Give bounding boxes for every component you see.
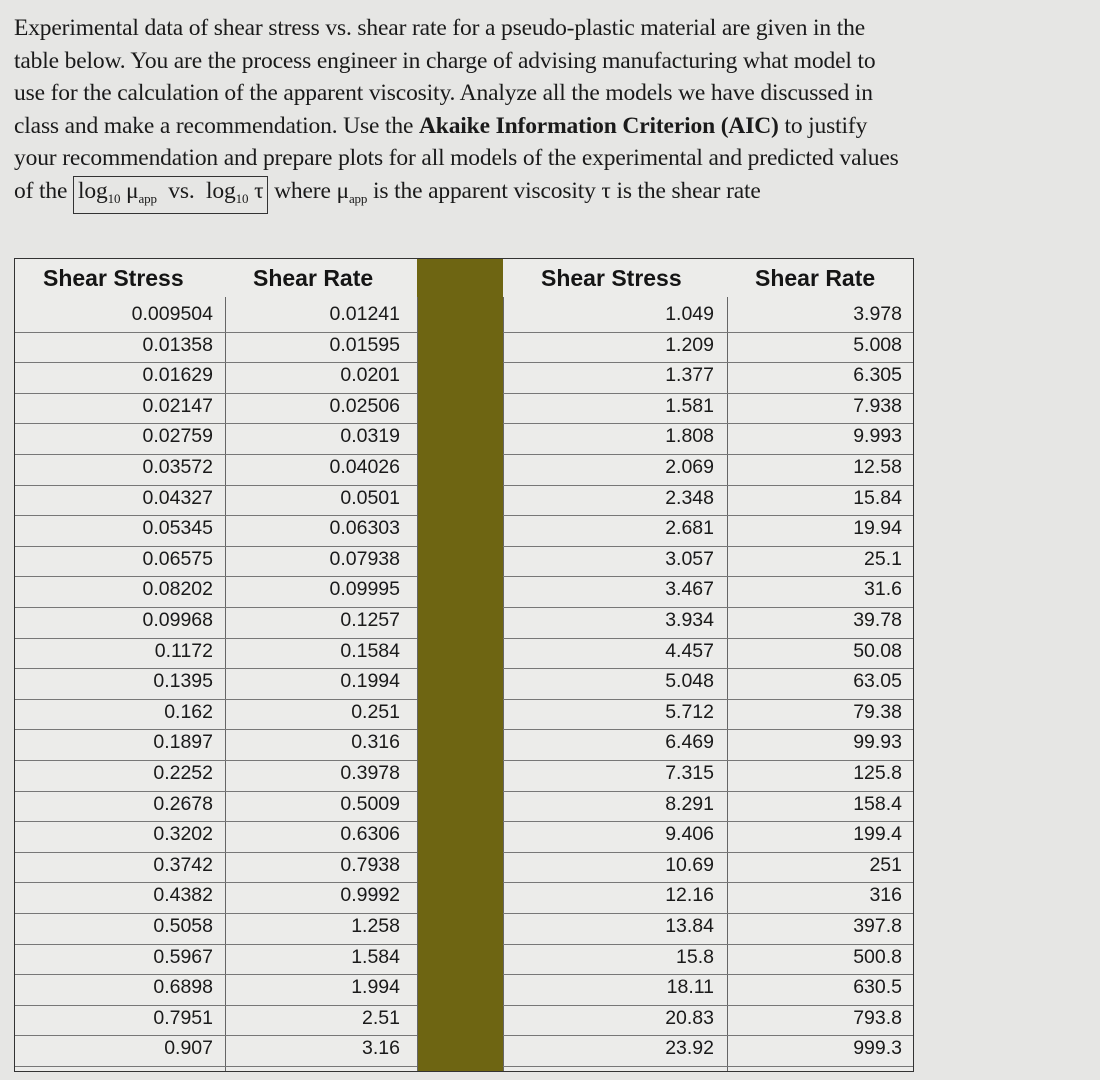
cell-shear-rate-right: 630.5 <box>853 976 902 999</box>
cell-shear-rate-left: 0.0501 <box>340 486 400 509</box>
grid-hline <box>503 454 913 455</box>
cell-shear-stress-right: 20.83 <box>665 1006 714 1029</box>
cell-shear-rate-right: 125.8 <box>853 762 902 784</box>
grid-hline <box>503 1035 913 1036</box>
grid-hline <box>503 852 913 853</box>
cell-shear-rate-left: 1.258 <box>351 915 400 937</box>
cell-shear-stress-left: 0.02147 <box>142 394 213 417</box>
grid-hline <box>15 638 417 639</box>
expr-sub-10b: 10 <box>235 190 249 206</box>
cell-shear-rate-left: 0.02506 <box>329 394 400 417</box>
cell-shear-stress-right: 3.467 <box>665 578 714 601</box>
grid-hline <box>503 1005 913 1006</box>
grid-hline <box>503 1066 913 1067</box>
grid-hline <box>15 362 417 363</box>
cell-shear-rate-right: 397.8 <box>853 915 902 937</box>
cell-shear-stress-right: 10.69 <box>665 853 714 876</box>
cell-shear-rate-right: 500.8 <box>853 945 902 968</box>
cell-shear-rate-right: 3.978 <box>853 303 902 325</box>
grid-hline <box>15 393 417 394</box>
grid-hline <box>15 882 417 883</box>
cell-shear-rate-right: 251 <box>869 853 902 876</box>
expr-tau: τ <box>254 177 264 204</box>
cell-shear-stress-right: 1.209 <box>665 333 714 356</box>
cell-shear-rate-right: 6.305 <box>853 364 902 387</box>
cell-shear-stress-left: 0.3202 <box>153 823 213 846</box>
grid-hline <box>15 607 417 608</box>
table-divider-band <box>417 259 503 1071</box>
cell-shear-rate-left: 0.1257 <box>340 609 400 631</box>
grid-hline <box>503 668 913 669</box>
cell-shear-rate-right: 15.84 <box>853 486 902 509</box>
grid-hline <box>503 913 913 914</box>
cell-shear-stress-left: 0.05345 <box>142 517 213 540</box>
cell-shear-stress-right: 6.469 <box>665 731 714 754</box>
cell-shear-rate-left: 0.0201 <box>340 364 400 387</box>
cell-shear-rate-right: 19.94 <box>853 517 902 540</box>
cell-shear-stress-right: 1.581 <box>665 394 714 417</box>
expr-vs: vs. <box>168 177 195 204</box>
expr-log: log <box>78 177 108 204</box>
grid-vline <box>727 297 728 1071</box>
cell-shear-rate-right: 39.78 <box>853 609 902 631</box>
cell-shear-stress-right: 9.406 <box>665 823 714 846</box>
cell-shear-stress-right: 18.11 <box>666 976 714 999</box>
prompt-line-2: table below. You are the process engineer in charge of advising manufacturing what model to <box>14 47 876 74</box>
cell-shear-stress-left: 0.06575 <box>142 547 213 570</box>
grid-hline <box>15 668 417 669</box>
grid-hline <box>15 729 417 730</box>
cell-shear-stress-right: 15.8 <box>676 945 714 968</box>
cell-shear-rate-left: 0.06303 <box>329 517 400 540</box>
cell-shear-rate-right: 12.58 <box>853 456 902 478</box>
cell-shear-stress-left: 0.03572 <box>142 456 213 478</box>
expr-mu: μ <box>126 177 139 204</box>
cell-shear-stress-left: 0.01358 <box>142 333 213 356</box>
header-shear-stress-right: Shear Stress <box>541 265 682 291</box>
cell-shear-stress-left: 0.02759 <box>142 425 213 448</box>
grid-hline <box>15 485 417 486</box>
cell-shear-stress-left: 0.04327 <box>142 486 213 509</box>
grid-hline <box>15 821 417 822</box>
grid-hline <box>15 1005 417 1006</box>
cell-shear-rate-left: 0.01595 <box>329 333 400 356</box>
cell-shear-stress-right: 4.457 <box>665 639 714 662</box>
cell-shear-rate-left: 3.16 <box>362 1037 400 1060</box>
cell-shear-rate-right: 50.08 <box>853 639 902 662</box>
grid-hline <box>503 791 913 792</box>
cell-shear-rate-right: 5.008 <box>853 333 902 356</box>
header-shear-rate-left: Shear Rate <box>253 265 374 291</box>
grid-hline <box>503 393 913 394</box>
cell-shear-stress-left: 0.1172 <box>154 639 213 662</box>
cell-shear-stress-right: 2.681 <box>665 517 714 540</box>
grid-vline <box>225 297 226 1071</box>
cell-shear-stress-left: 0.6898 <box>153 976 213 999</box>
prompt-line-4c: to justify <box>778 112 868 139</box>
cell-shear-rate-right: 793.8 <box>853 1006 902 1029</box>
grid-hline <box>15 974 417 975</box>
grid-hline <box>503 760 913 761</box>
cell-shear-rate-left: 0.251 <box>351 700 400 723</box>
grid-hline <box>15 576 417 577</box>
grid-hline <box>503 362 913 363</box>
cell-shear-stress-right: 7.315 <box>665 762 714 784</box>
grid-hline <box>503 515 913 516</box>
cell-shear-rate-left: 0.6306 <box>340 823 400 846</box>
cell-shear-rate-right: 7.938 <box>853 394 902 417</box>
cell-shear-rate-left: 0.9992 <box>340 884 400 907</box>
grid-hline <box>503 638 913 639</box>
grid-hline <box>15 699 417 700</box>
cell-shear-rate-left: 0.09995 <box>329 578 400 601</box>
expr-app: app <box>138 190 157 206</box>
cell-shear-stress-right: 3.934 <box>665 609 714 631</box>
grid-hline <box>15 1035 417 1036</box>
grid-hline <box>503 423 913 424</box>
cell-shear-rate-left: 2.51 <box>362 1006 400 1029</box>
cell-shear-rate-left: 1.584 <box>351 945 400 968</box>
cell-shear-stress-left: 0.01629 <box>142 364 213 387</box>
expr-log-2: log <box>206 177 236 204</box>
grid-hline <box>15 913 417 914</box>
cell-shear-rate-right: 99.93 <box>853 731 902 754</box>
cell-shear-rate-right: 79.38 <box>853 700 902 723</box>
cell-shear-rate-left: 0.1584 <box>340 639 400 662</box>
grid-hline <box>503 546 913 547</box>
cell-shear-rate-left: 1.994 <box>351 976 400 999</box>
cell-shear-stress-left: 0.907 <box>164 1037 213 1060</box>
grid-hline <box>15 332 417 333</box>
cell-shear-stress-left: 0.09968 <box>142 609 213 631</box>
prompt-line-5: your recommendation and prepare plots for all models of the experimental and predicted values <box>14 145 899 171</box>
cell-shear-rate-left: 0.01241 <box>329 303 400 325</box>
cell-shear-stress-left: 0.5058 <box>153 915 213 937</box>
cell-shear-stress-left: 0.162 <box>164 700 213 723</box>
cell-shear-rate-right: 316 <box>869 884 902 907</box>
prompt-line-4a: class and make a recommendation. Use the <box>14 112 419 139</box>
cell-shear-stress-right: 3.057 <box>665 547 714 570</box>
cell-shear-stress-right: 5.048 <box>665 670 714 693</box>
cell-shear-rate-left: 0.07938 <box>329 547 400 570</box>
cell-shear-rate-left: 0.3978 <box>340 762 400 784</box>
prompt-line-6b: where μ <box>268 177 349 204</box>
cell-shear-stress-left: 0.1897 <box>153 731 213 754</box>
cell-shear-stress-left: 0.2678 <box>153 792 213 815</box>
cell-shear-rate-right: 25.1 <box>864 547 902 570</box>
cell-shear-stress-right: 1.049 <box>665 303 714 325</box>
grid-hline <box>503 944 913 945</box>
grid-hline <box>15 791 417 792</box>
grid-hline <box>15 760 417 761</box>
prompt-line-6c: is the apparent viscosity τ is the shear rate <box>367 177 761 204</box>
cell-shear-stress-right: 2.348 <box>665 486 714 509</box>
cell-shear-stress-left: 0.08202 <box>142 578 213 601</box>
header-shear-rate-right: Shear Rate <box>755 265 876 291</box>
data-table <box>14 258 914 1072</box>
grid-hline <box>15 1066 417 1067</box>
cell-shear-rate-right: 9.993 <box>853 425 902 448</box>
cell-shear-stress-left: 0.2252 <box>153 762 213 784</box>
cell-shear-rate-right: 63.05 <box>853 670 902 693</box>
cell-shear-rate-left: 0.7938 <box>340 853 400 876</box>
grid-hline <box>503 576 913 577</box>
cell-shear-stress-left: 0.5967 <box>153 945 213 968</box>
cell-shear-rate-left: 0.316 <box>351 731 400 754</box>
cell-shear-rate-right: 199.4 <box>853 823 902 846</box>
grid-hline <box>503 607 913 608</box>
cell-shear-stress-right: 1.377 <box>665 364 714 387</box>
grid-hline <box>15 546 417 547</box>
cell-shear-stress-right: 12.16 <box>665 884 714 907</box>
grid-hline <box>503 974 913 975</box>
cell-shear-stress-right: 13.84 <box>665 915 714 937</box>
cell-shear-stress-right: 8.291 <box>665 792 714 815</box>
cell-shear-stress-left: 0.009504 <box>131 303 213 325</box>
prompt-line-1: Experimental data of shear stress vs. shear rate for a pseudo-plastic material are given in the <box>14 15 865 41</box>
prompt-line-6b-app: app <box>348 190 368 206</box>
grid-vline <box>503 297 504 1071</box>
grid-hline <box>503 882 913 883</box>
cell-shear-stress-left: 0.1395 <box>153 670 213 693</box>
grid-hline <box>503 729 913 730</box>
aic-emphasis: Akaike Information Criterion (AIC) <box>418 112 779 139</box>
grid-hline <box>503 699 913 700</box>
cell-shear-stress-left: 0.7951 <box>153 1006 213 1029</box>
cell-shear-stress-right: 23.92 <box>665 1037 714 1060</box>
grid-hline <box>503 485 913 486</box>
prompt-line-4 <box>14 110 1089 143</box>
log-expression-box <box>73 176 268 214</box>
cell-shear-rate-right: 158.4 <box>853 792 902 815</box>
grid-hline <box>503 332 913 333</box>
grid-hline <box>15 852 417 853</box>
header-shear-stress-left: Shear Stress <box>43 265 184 291</box>
cell-shear-rate-left: 0.5009 <box>340 792 400 815</box>
prompt-line-3: use for the calculation of the apparent viscosity. Analyze all the models we have discussed in <box>14 80 873 106</box>
cell-shear-rate-right: 31.6 <box>864 578 902 601</box>
grid-hline <box>15 454 417 455</box>
cell-shear-stress-right: 5.712 <box>665 700 714 723</box>
grid-hline <box>15 944 417 945</box>
cell-shear-stress-left: 0.3742 <box>153 853 213 876</box>
prompt-line-6 <box>14 175 1089 216</box>
cell-shear-rate-left: 0.0319 <box>340 425 400 448</box>
cell-shear-rate-right: 999.3 <box>853 1037 902 1060</box>
grid-hline <box>15 515 417 516</box>
cell-shear-rate-left: 0.1994 <box>340 670 400 693</box>
grid-hline <box>15 423 417 424</box>
problem-statement <box>14 12 1089 215</box>
cell-shear-stress-right: 1.808 <box>665 425 714 448</box>
cell-shear-stress-left: 0.4382 <box>153 884 213 907</box>
grid-vline <box>417 297 418 1071</box>
expr-sub-10a: 10 <box>107 190 121 206</box>
prompt-line-6a: of the <box>14 177 73 204</box>
grid-hline <box>503 821 913 822</box>
cell-shear-stress-right: 2.069 <box>665 456 714 478</box>
cell-shear-rate-left: 0.04026 <box>329 456 400 478</box>
